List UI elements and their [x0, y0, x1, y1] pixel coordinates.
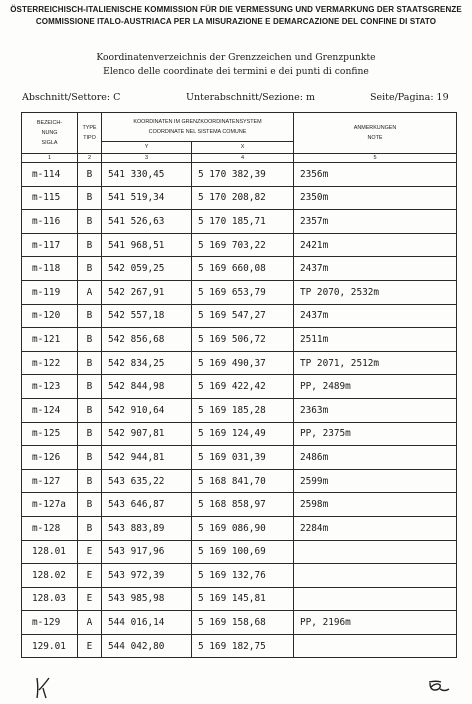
- coord-x-cell: 5 168 858,97: [192, 493, 294, 517]
- point-type-cell: B: [78, 163, 102, 187]
- header-coord-line: COORDINATE NEL SISTEMA COMUNE: [148, 129, 247, 135]
- point-note-cell: PP, 2196m: [294, 611, 457, 635]
- point-type-cell: B: [78, 493, 102, 517]
- coord-x-cell: 5 169 703,22: [192, 233, 294, 257]
- point-note-cell: [294, 540, 457, 564]
- point-note-cell: 2421m: [294, 233, 457, 257]
- table-row: [22, 493, 457, 517]
- point-id-cell: m-118: [22, 257, 78, 281]
- coord-x-cell: 5 169 086,90: [192, 516, 294, 540]
- table-header-row: [22, 113, 457, 142]
- coord-y-cell: 541 526,63: [102, 210, 192, 234]
- document-title-german: Koordinatenverzeichnis der Grenzzeichen und Grenzpunkte: [96, 52, 376, 63]
- coord-y-cell: 542 267,91: [102, 280, 192, 304]
- point-type-cell: B: [78, 516, 102, 540]
- point-note-cell: 2511m: [294, 328, 457, 352]
- point-note-cell: PP, 2489m: [294, 375, 457, 399]
- header-type-line: TYPE: [82, 125, 97, 131]
- point-note-cell: 2599m: [294, 469, 457, 493]
- coord-x-cell: 5 169 031,39: [192, 446, 294, 470]
- header-type-cell: [78, 113, 102, 154]
- coord-y-cell: 542 557,18: [102, 304, 192, 328]
- page-number: Seite/Pagina: 19: [370, 92, 449, 103]
- header-coord-cell: [102, 113, 294, 142]
- coord-x-cell: 5 169 547,27: [192, 304, 294, 328]
- table-row: [22, 634, 457, 658]
- coord-x-cell: 5 170 382,39: [192, 163, 294, 187]
- point-id-cell: m-125: [22, 422, 78, 446]
- header-id-line: NUNG: [41, 130, 58, 136]
- coord-y-cell: 541 519,34: [102, 186, 192, 210]
- commission-name-german: ÖSTERREICHISCH-ITALIENISCHE KOMMISSION FÜR DIE VERMESSUNG UND VERMARKUNG DER STAATSGRENZE: [10, 5, 462, 14]
- point-type-cell: B: [78, 304, 102, 328]
- point-id-cell: m-114: [22, 163, 78, 187]
- point-id-cell: m-121: [22, 328, 78, 352]
- table-row: [22, 186, 457, 210]
- point-note-cell: 2437m: [294, 257, 457, 281]
- point-id-cell: 128.03: [22, 587, 78, 611]
- point-id-cell: m-123: [22, 375, 78, 399]
- point-type-cell: B: [78, 328, 102, 352]
- table-row: [22, 516, 457, 540]
- table-row: [22, 540, 457, 564]
- point-type-cell: E: [78, 540, 102, 564]
- coord-x-cell: 5 168 841,70: [192, 469, 294, 493]
- point-id-cell: m-129: [22, 611, 78, 635]
- header-coord-line: KOORDINATEN IM GRENZKOORDINATENSYSTEM: [133, 119, 262, 125]
- coord-y-cell: 541 330,45: [102, 163, 192, 187]
- point-type-cell: E: [78, 634, 102, 658]
- coord-x-cell: 5 169 185,28: [192, 398, 294, 422]
- point-id-cell: m-120: [22, 304, 78, 328]
- header-y-cell: Y: [102, 142, 192, 154]
- point-note-cell: 2350m: [294, 186, 457, 210]
- column-number-row: [22, 154, 457, 163]
- table-row: [22, 469, 457, 493]
- coord-y-cell: 543 917,96: [102, 540, 192, 564]
- table-row: [22, 422, 457, 446]
- coord-y-cell: 543 646,87: [102, 493, 192, 517]
- table-row: [22, 328, 457, 352]
- coord-x-cell: 5 169 506,72: [192, 328, 294, 352]
- point-type-cell: B: [78, 469, 102, 493]
- point-id-cell: m-124: [22, 398, 78, 422]
- point-type-cell: B: [78, 446, 102, 470]
- coord-y-cell: 542 856,68: [102, 328, 192, 352]
- table-row: [22, 280, 457, 304]
- handwritten-initials-right: [426, 678, 450, 696]
- column-number: 3: [102, 154, 192, 163]
- coord-y-cell: 543 972,39: [102, 564, 192, 588]
- header-notes-cell: [294, 113, 457, 154]
- point-id-cell: m-117: [22, 233, 78, 257]
- point-type-cell: E: [78, 587, 102, 611]
- header-x-cell: X: [192, 142, 294, 154]
- point-id-cell: 129.01: [22, 634, 78, 658]
- point-type-cell: A: [78, 280, 102, 304]
- table-row: [22, 351, 457, 375]
- coord-y-cell: 541 968,51: [102, 233, 192, 257]
- point-note-cell: TP 2070, 2532m: [294, 280, 457, 304]
- point-id-cell: m-127a: [22, 493, 78, 517]
- point-note-cell: 2486m: [294, 446, 457, 470]
- coord-y-cell: 542 059,25: [102, 257, 192, 281]
- coord-x-cell: 5 169 182,75: [192, 634, 294, 658]
- point-id-cell: m-116: [22, 210, 78, 234]
- header-id-line: SIGLA: [41, 140, 58, 146]
- column-number: 4: [192, 154, 294, 163]
- point-type-cell: A: [78, 611, 102, 635]
- table-row: [22, 587, 457, 611]
- coord-x-cell: 5 169 132,76: [192, 564, 294, 588]
- table-row: [22, 257, 457, 281]
- point-type-cell: B: [78, 233, 102, 257]
- coord-y-cell: 544 016,14: [102, 611, 192, 635]
- table-row: [22, 611, 457, 635]
- coord-y-cell: 543 985,98: [102, 587, 192, 611]
- column-number: 5: [294, 154, 457, 163]
- table-row: [22, 398, 457, 422]
- coordinate-table: [21, 112, 457, 658]
- handwritten-initials-left: [34, 676, 58, 700]
- coord-x-cell: 5 170 185,71: [192, 210, 294, 234]
- header-id-line: BEZEICH-: [36, 120, 63, 126]
- commission-name-italian: COMMISSIONE ITALO-AUSTRIACA PER LA MISURAZIONE E DEMARCAZIONE DEL CONFINE DI STATO: [35, 17, 437, 26]
- point-id-cell: 128.02: [22, 564, 78, 588]
- table-row: [22, 304, 457, 328]
- table-body: [22, 163, 457, 658]
- coord-x-cell: 5 169 124,49: [192, 422, 294, 446]
- point-type-cell: B: [78, 351, 102, 375]
- point-type-cell: B: [78, 398, 102, 422]
- point-type-cell: B: [78, 186, 102, 210]
- coord-x-cell: 5 169 660,08: [192, 257, 294, 281]
- column-number: 1: [22, 154, 78, 163]
- coord-x-cell: 5 169 100,69: [192, 540, 294, 564]
- table-row: [22, 564, 457, 588]
- point-id-cell: m-127: [22, 469, 78, 493]
- point-type-cell: B: [78, 422, 102, 446]
- coord-y-cell: 542 844,98: [102, 375, 192, 399]
- point-id-cell: m-122: [22, 351, 78, 375]
- table-row: [22, 446, 457, 470]
- column-number: 2: [78, 154, 102, 163]
- point-type-cell: B: [78, 257, 102, 281]
- document-title-italian: Elenco delle coordinate dei termini e dei punti di confine: [103, 66, 369, 77]
- coord-y-cell: 542 834,25: [102, 351, 192, 375]
- point-note-cell: [294, 587, 457, 611]
- point-note-cell: PP, 2375m: [294, 422, 457, 446]
- point-id-cell: m-119: [22, 280, 78, 304]
- coord-x-cell: 5 169 158,68: [192, 611, 294, 635]
- point-id-cell: m-128: [22, 516, 78, 540]
- point-note-cell: 2598m: [294, 493, 457, 517]
- point-note-cell: [294, 634, 457, 658]
- section-label: Abschnitt/Settore: C: [22, 92, 121, 103]
- point-note-cell: [294, 564, 457, 588]
- coord-y-cell: 542 907,81: [102, 422, 192, 446]
- coord-y-cell: 543 635,22: [102, 469, 192, 493]
- point-id-cell: 128.01: [22, 540, 78, 564]
- coord-y-cell: 543 883,89: [102, 516, 192, 540]
- point-note-cell: 2357m: [294, 210, 457, 234]
- point-note-cell: 2437m: [294, 304, 457, 328]
- coord-x-cell: 5 170 208,82: [192, 186, 294, 210]
- coord-y-cell: 544 042,80: [102, 634, 192, 658]
- coord-x-cell: 5 169 653,79: [192, 280, 294, 304]
- point-note-cell: 2356m: [294, 163, 457, 187]
- coord-x-cell: 5 169 422,42: [192, 375, 294, 399]
- point-note-cell: TP 2071, 2512m: [294, 351, 457, 375]
- point-type-cell: B: [78, 210, 102, 234]
- table-row: [22, 233, 457, 257]
- coord-x-cell: 5 169 145,81: [192, 587, 294, 611]
- coord-y-cell: 542 910,64: [102, 398, 192, 422]
- header-notes-line: NOTE: [367, 135, 383, 141]
- table-row: [22, 163, 457, 187]
- header-notes-line: ANMERKUNGEN: [353, 125, 397, 131]
- header-id-cell: [22, 113, 78, 154]
- point-note-cell: 2284m: [294, 516, 457, 540]
- point-id-cell: m-126: [22, 446, 78, 470]
- table-row: [22, 375, 457, 399]
- point-type-cell: B: [78, 375, 102, 399]
- point-id-cell: m-115: [22, 186, 78, 210]
- coord-x-cell: 5 169 490,37: [192, 351, 294, 375]
- subsection-label: Unterabschnitt/Sezione: m: [186, 92, 316, 103]
- point-note-cell: 2363m: [294, 398, 457, 422]
- header-type-line: TIPO: [83, 135, 96, 141]
- point-type-cell: E: [78, 564, 102, 588]
- table-row: [22, 210, 457, 234]
- coord-y-cell: 542 944,81: [102, 446, 192, 470]
